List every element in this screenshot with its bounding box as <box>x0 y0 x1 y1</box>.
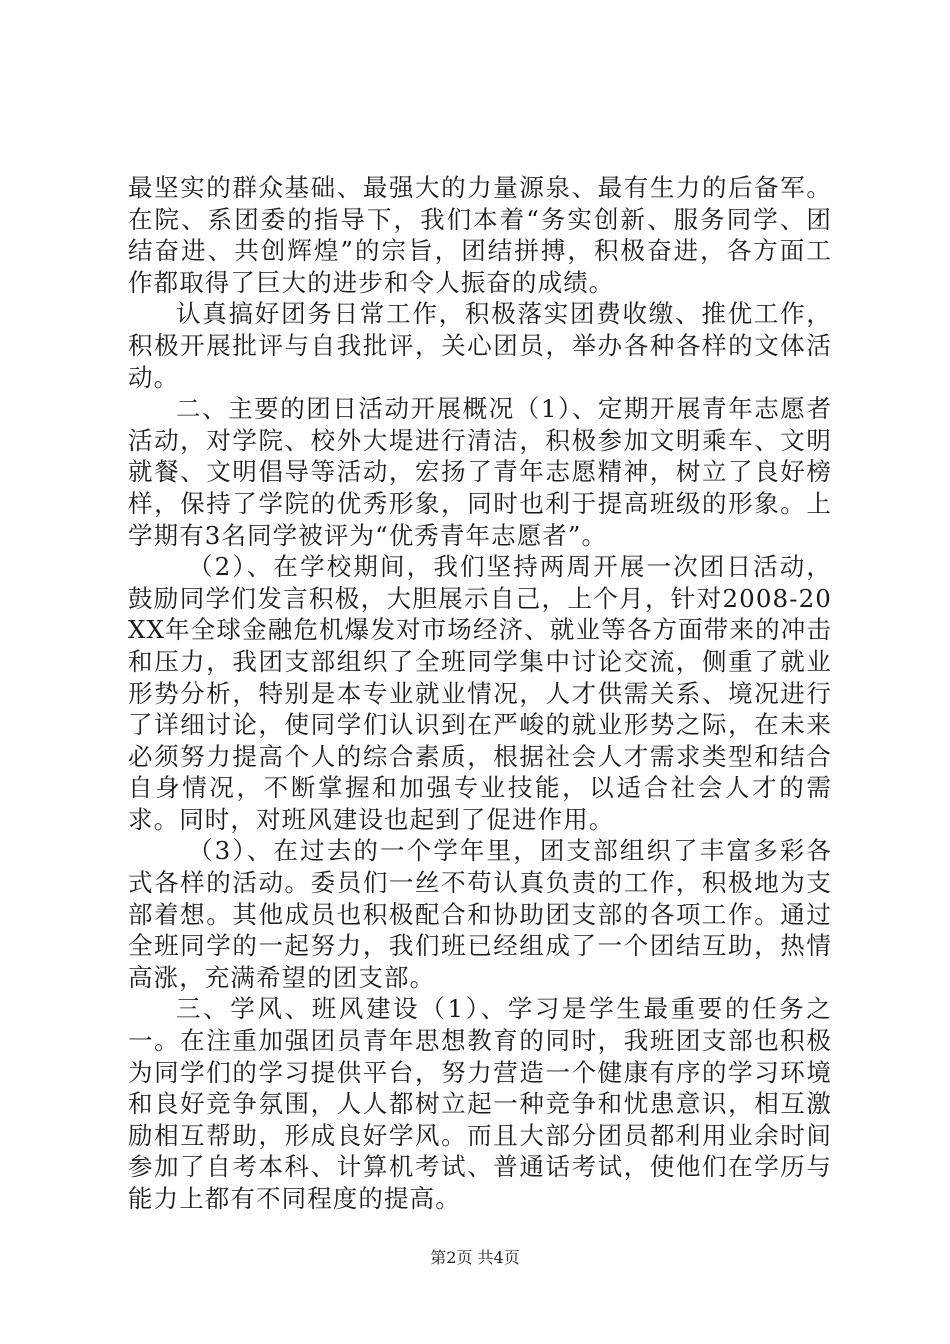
paragraph-item-three: （3）、在过去的一个学年里，团支部组织了丰富多彩各式各样的活动。委员们一丝不苟认真负责的工作，积极地为支部着想。其他成员也积极配合和协助团支部的各项工作。通过全班同学的一起努力，我们班已经组成了一个团结互助，热情高涨，充满希望的团支部。 <box>128 836 832 992</box>
paragraph-section-two: 二、主要的团日活动开展概况（1）、定期开展青年志愿者活动，对学院、校外大堤进行清洁，积极参加文明乘车、文明就餐、文明倡导等活动，宏扬了青年志愿精神，树立了良好榜样，保持了学院的优秀形象，同时也利于提高班级的形象。上学期有3名同学被评为“优秀青年志愿者”。 <box>128 394 832 550</box>
paragraph-item-two: （2）、在学校期间，我们坚持两周开展一次团日活动，鼓励同学们发言积极，大胆展示自己，上个月，针对2008-20XX年全球金融危机爆发对市场经济、就业等各方面带来的冲击和压力，我团支部组织了全班同学集中讨论交流，侧重了就业形势分析，特别是本专业就业情况，人才供需关系、境况进行了详细讨论，使同学们认识到在严峻的就业形势之际，在未来必须努力提高个人的综合素质，根据社会人才需求类型和结合自身情况，不断掌握和加强专业技能，以适合社会人才的需求。同时，对班风建设也起到了促进作用。 <box>128 552 832 834</box>
document-body <box>128 172 832 1215</box>
paragraph-continuation: 最坚实的群众基础、最强大的力量源泉、最有生力的后备军。在院、系团委的指导下，我们本着“务实创新、服务同学、团结奋进、共创辉煌”的宗旨，团结拼搏，积极奋进，各方面工作都取得了巨大的进步和令人振奋的成绩。 <box>128 173 832 297</box>
page-number-footer: 第2页 共4页 <box>430 1248 520 1267</box>
paragraph-routine-work: 认真搞好团务日常工作，积极落实团费收缴、推优工作，积极开展批评与自我批评，关心团员，举办各种各样的文体活动。 <box>128 299 832 392</box>
paragraph-section-three: 三、学风、班风建设（1）、学习是学生最重要的任务之一。在注重加强团员青年思想教育的同时，我班团支部也积极为同学们的学习提供平台，努力营造一个健康有序的学习环境和良好竞争氛围，人人都树立起一种竞争和忧患意识，相互激励相互帮助，形成良好学风。而且大部分团员都利用业余时间参加了自考本科、计算机考试、普通话考试，使他们在学历与能力上都有不同程度的提高。 <box>128 994 832 1213</box>
